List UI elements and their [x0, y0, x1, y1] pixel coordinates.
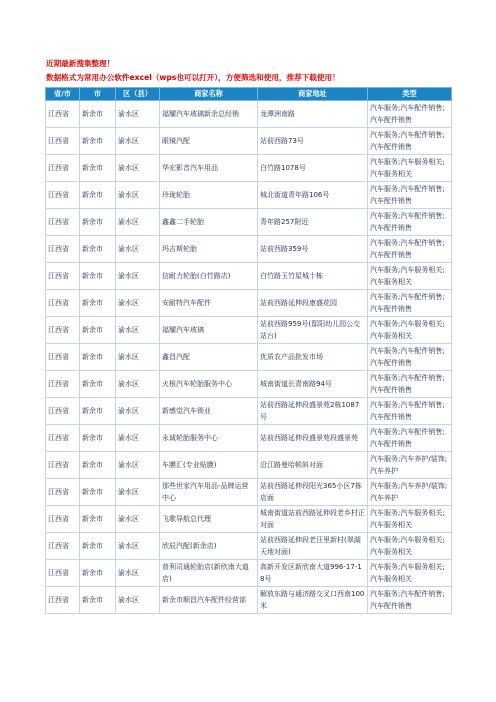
- city-cell: 新余市: [80, 290, 116, 317]
- table-row: [46, 263, 452, 290]
- type-cell: 汽车服务;汽车服务相关;汽车服务相关: [368, 155, 452, 182]
- province-cell: 江西省: [46, 263, 80, 290]
- merchant-address-cell: 青年路257附近: [258, 209, 368, 236]
- merchant-address-cell: 优质农产品批发市场: [258, 344, 368, 371]
- type-cell: 汽车服务;汽车配件销售;汽车配件销售: [368, 182, 452, 209]
- province-cell: 江西省: [46, 452, 80, 479]
- merchant-address-cell: 高新开发区新欣南大道996-17-18号: [258, 560, 368, 587]
- district-cell: 渝水区: [116, 479, 160, 506]
- district-cell: 渝水区: [116, 587, 160, 614]
- merchant-address-cell: 龙潭洲南路: [258, 101, 368, 128]
- type-cell: 汽车服务;汽车配件销售;汽车配件销售: [368, 398, 452, 425]
- province-cell: 江西省: [46, 587, 80, 614]
- city-cell: 新余市: [80, 506, 116, 533]
- district-cell: 渝水区: [116, 425, 160, 452]
- district-cell: 渝水区: [116, 236, 160, 263]
- district-cell: 渝水区: [116, 155, 160, 182]
- merchant-name-cell: 火根汽车轮胎服务中心: [160, 371, 258, 398]
- district-cell: 渝水区: [116, 452, 160, 479]
- city-cell: 新余市: [80, 263, 116, 290]
- province-cell: 江西省: [46, 506, 80, 533]
- type-cell: 汽车服务;汽车服务相关;汽车服务相关: [368, 263, 452, 290]
- type-cell: 汽车服务;汽车养护/装饰;汽车养护: [368, 479, 452, 506]
- table-row: [46, 533, 452, 560]
- type-cell: 汽车服务;汽车配件销售;汽车配件销售: [368, 236, 452, 263]
- merchant-name-cell: 福耀汽车玻璃: [160, 317, 258, 344]
- province-cell: 江西省: [46, 344, 80, 371]
- district-cell: 渝水区: [116, 506, 160, 533]
- merchant-address-cell: 城南街道站前西路延伸段老乡村正对面: [258, 506, 368, 533]
- city-cell: 新余市: [80, 452, 116, 479]
- merchant-address-cell: 白竹路玉竹星城十栋: [258, 263, 368, 290]
- merchant-name-cell: 信耐力轮胎(白竹路店): [160, 263, 258, 290]
- table-row: [46, 236, 452, 263]
- type-cell: 汽车服务;汽车养护/装饰;汽车养护: [368, 452, 452, 479]
- district-cell: 渝水区: [116, 533, 160, 560]
- table-row: [46, 128, 452, 155]
- merchant-address-cell: 城南街道长青南路94号: [258, 371, 368, 398]
- merchant-address-cell: 沿江路曼哈顿斜对面: [258, 452, 368, 479]
- city-cell: 新余市: [80, 155, 116, 182]
- merchant-address-cell: 站前西路延伸段阳光365小区7栋店面: [258, 479, 368, 506]
- type-cell: 汽车服务;汽车服务相关;汽车服务相关: [368, 560, 452, 587]
- column-header-district: 区（县）: [116, 88, 160, 101]
- merchant-table: [45, 87, 452, 614]
- merchant-name-cell: 华宏影音汽车用品: [160, 155, 258, 182]
- merchant-address-cell: 白竹路1078号: [258, 155, 368, 182]
- district-cell: 渝水区: [116, 209, 160, 236]
- province-cell: 江西省: [46, 560, 80, 587]
- type-cell: 汽车服务;汽车服务相关;汽车服务相关: [368, 533, 452, 560]
- merchant-address-cell: 站前西路959号(邸阳幼儿园公交站台): [258, 317, 368, 344]
- column-header-province: 省/市: [46, 88, 80, 101]
- province-cell: 江西省: [46, 398, 80, 425]
- district-cell: 渝水区: [116, 263, 160, 290]
- city-cell: 新余市: [80, 587, 116, 614]
- district-cell: 渝水区: [116, 101, 160, 128]
- type-cell: 汽车服务;汽车配件销售;汽车配件销售: [368, 209, 452, 236]
- table-header-row: [46, 88, 452, 101]
- type-cell: 汽车服务;汽车配件销售;汽车配件销售: [368, 371, 452, 398]
- type-cell: 汽车服务;汽车配件销售;汽车配件销售: [368, 344, 452, 371]
- merchant-address-cell: 站前西路359号: [258, 236, 368, 263]
- merchant-name-cell: 欣辰汽配(新余店): [160, 533, 258, 560]
- merchant-address-cell: 解放东路与通济路交叉口西南100米: [258, 587, 368, 614]
- district-cell: 渝水区: [116, 371, 160, 398]
- merchant-address-cell: 城北街道青年路106号: [258, 182, 368, 209]
- district-cell: 渝水区: [116, 290, 160, 317]
- merchant-name-cell: 福耀汽车玻璃新余总经销: [160, 101, 258, 128]
- province-cell: 江西省: [46, 371, 80, 398]
- merchant-address-cell: 站前西路73号: [258, 128, 368, 155]
- table-row: [46, 560, 452, 587]
- merchant-address-cell: 站前西路延伸段盛景苑2栋1087号: [258, 398, 368, 425]
- table-row: [46, 479, 452, 506]
- table-row: [46, 317, 452, 344]
- province-cell: 江西省: [46, 209, 80, 236]
- province-cell: 江西省: [46, 479, 80, 506]
- city-cell: 新余市: [80, 533, 116, 560]
- table-row: [46, 398, 452, 425]
- notice-line-1: 近期最新搜集整理！: [46, 59, 115, 68]
- merchant-name-cell: 鑫昌汽配: [160, 344, 258, 371]
- notice-line-2: 数据格式为常用办公软件excel（wps也可以打开），方便筛选和使用，推荐下载使用！: [46, 73, 340, 82]
- province-cell: 江西省: [46, 155, 80, 182]
- province-cell: 江西省: [46, 101, 80, 128]
- type-cell: 汽车服务;汽车配件销售;汽车配件销售: [368, 128, 452, 155]
- merchant-name-cell: 普利司通轮胎店(新欣南大道店): [160, 560, 258, 587]
- type-cell: 汽车服务;汽车服务相关;汽车服务相关: [368, 506, 452, 533]
- city-cell: 新余市: [80, 398, 116, 425]
- city-cell: 新余市: [80, 209, 116, 236]
- merchant-name-cell: 飞歌导航总代理: [160, 506, 258, 533]
- city-cell: 新余市: [80, 101, 116, 128]
- province-cell: 江西省: [46, 236, 80, 263]
- city-cell: 新余市: [80, 128, 116, 155]
- merchant-name-cell: 玲珑轮胎: [160, 182, 258, 209]
- table-row: [46, 155, 452, 182]
- city-cell: 新余市: [80, 560, 116, 587]
- merchant-name-cell: 鑫鑫二手轮胎: [160, 209, 258, 236]
- column-header-merchant-name: 商家名称: [160, 88, 258, 101]
- city-cell: 新余市: [80, 317, 116, 344]
- table-row: [46, 101, 452, 128]
- merchant-address-cell: 站前西路延伸段盛景苑段盛景苑: [258, 425, 368, 452]
- province-cell: 江西省: [46, 425, 80, 452]
- district-cell: 渝水区: [116, 398, 160, 425]
- city-cell: 新余市: [80, 344, 116, 371]
- district-cell: 渝水区: [116, 560, 160, 587]
- province-cell: 江西省: [46, 290, 80, 317]
- city-cell: 新余市: [80, 425, 116, 452]
- merchant-address-cell: 站前西路延伸段康盛花园: [258, 290, 368, 317]
- column-header-city: 市: [80, 88, 116, 101]
- city-cell: 新余市: [80, 236, 116, 263]
- city-cell: 新余市: [80, 182, 116, 209]
- table-row: [46, 290, 452, 317]
- district-cell: 渝水区: [116, 344, 160, 371]
- merchant-name-cell: 新余市顺昌汽车配件经营部: [160, 587, 258, 614]
- type-cell: 汽车服务;汽车服务相关;汽车服务相关: [368, 317, 452, 344]
- district-cell: 渝水区: [116, 128, 160, 155]
- province-cell: 江西省: [46, 128, 80, 155]
- column-header-merchant-address: 商家地址: [258, 88, 368, 101]
- type-cell: 汽车服务;汽车配件销售;汽车配件销售: [368, 587, 452, 614]
- merchant-name-cell: 安耐特汽车配件: [160, 290, 258, 317]
- merchant-name-cell: 玛吉斯轮胎: [160, 236, 258, 263]
- column-header-type: 类型: [368, 88, 452, 101]
- merchant-name-cell: 永诚轮胎服务中心: [160, 425, 258, 452]
- table-row: [46, 506, 452, 533]
- city-cell: 新余市: [80, 371, 116, 398]
- merchant-name-cell: 眼镜汽配: [160, 128, 258, 155]
- merchant-address-cell: 站前西路延伸段老汪里新村(翠湖天地对面): [258, 533, 368, 560]
- table-row: [46, 587, 452, 614]
- type-cell: 汽车服务;汽车配件销售;汽车配件销售: [368, 101, 452, 128]
- province-cell: 江西省: [46, 533, 80, 560]
- merchant-name-cell: 车膜汇(专业贴膜): [160, 452, 258, 479]
- province-cell: 江西省: [46, 182, 80, 209]
- table-row: [46, 182, 452, 209]
- type-cell: 汽车服务;汽车配件销售;汽车配件销售: [368, 425, 452, 452]
- merchant-name-cell: 新感觉汽车锁业: [160, 398, 258, 425]
- district-cell: 渝水区: [116, 182, 160, 209]
- type-cell: 汽车服务;汽车配件销售;汽车配件销售: [368, 290, 452, 317]
- table-row: [46, 371, 452, 398]
- city-cell: 新余市: [80, 479, 116, 506]
- merchant-name-cell: 那些世家汽车用品-品牌运营中心: [160, 479, 258, 506]
- province-cell: 江西省: [46, 317, 80, 344]
- table-row: [46, 209, 452, 236]
- table-row: [46, 425, 452, 452]
- district-cell: 渝水区: [116, 317, 160, 344]
- table-row: [46, 344, 452, 371]
- table-row: [46, 452, 452, 479]
